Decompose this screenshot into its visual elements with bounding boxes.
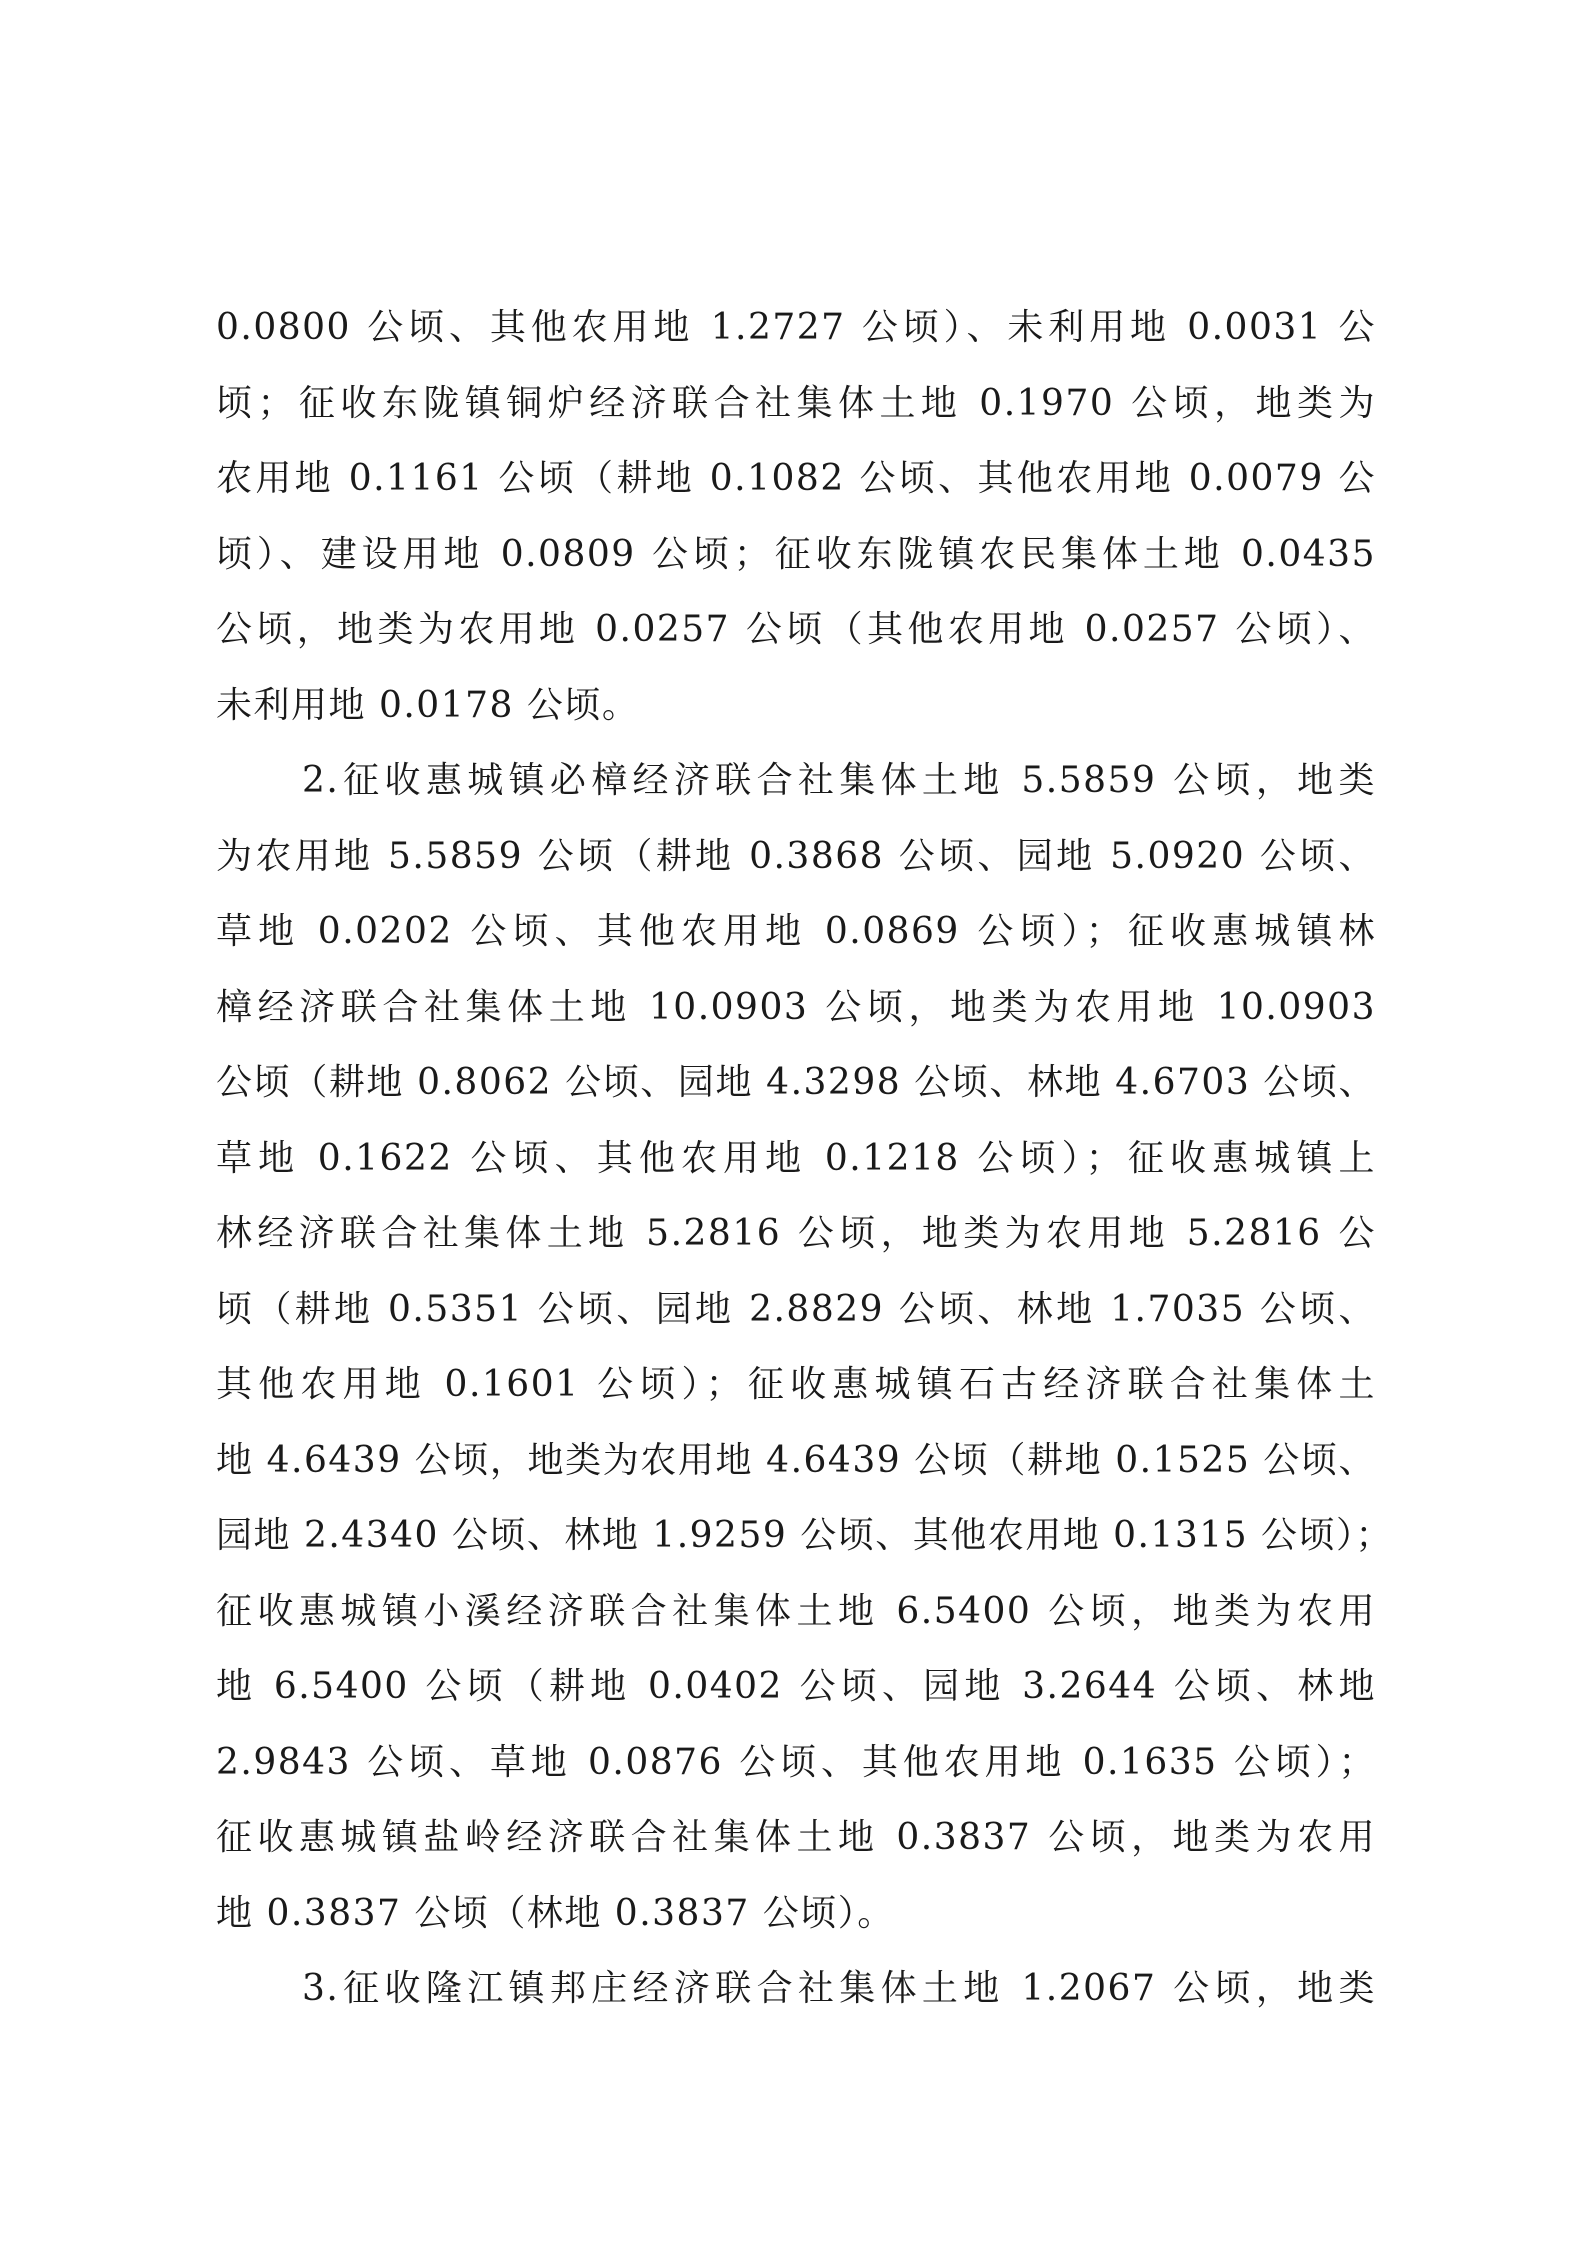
text-line: 草地 0.0202 公顷、其他农用地 0.0869 公顷）；征收惠城镇林: [216, 911, 1376, 952]
text-line: 地 6.5400 公顷（耕地 0.0402 公顷、园地 3.2644 公顷、林地: [216, 1666, 1376, 1707]
text-line: 顷）、建设用地 0.0809 公顷；征收东陇镇农民集体土地 0.0435: [216, 533, 1376, 575]
text-line: 樟经济联合社集体土地 10.0903 公顷，地类为农用地 10.0903: [216, 986, 1376, 1028]
text-line: 征收惠城镇盐岭经济联合社集体土地 0.3837 公顷，地类为农用: [216, 1817, 1376, 1858]
text-line: 征收惠城镇小溪经济联合社集体土地 6.5400 公顷，地类为农用: [216, 1590, 1376, 1632]
text-line: 农用地 0.1161 公顷（耕地 0.1082 公顷、其他农用地 0.0079 公: [216, 458, 1376, 499]
body-text: [216, 290, 1394, 2027]
text-line: 未利用地 0.0178 公顷。: [216, 684, 640, 726]
paragraph-2-start: 2.征收惠城镇必樟经济联合社集体土地 5.5859 公顷，地类: [302, 760, 1376, 801]
text-line: 草地 0.1622 公顷、其他农用地 0.1218 公顷）；征收惠城镇上: [216, 1137, 1376, 1179]
text-line: 2.9843 公顷、草地 0.0876 公顷、其他农用地 0.1635 公顷）；: [216, 1741, 1376, 1783]
text-line: 0.0800 公顷、其他农用地 1.2727 公顷）、未利用地 0.0031 公: [216, 307, 1376, 348]
text-line: 公顷，地类为农用地 0.0257 公顷（其他农用地 0.0257 公顷）、: [216, 609, 1376, 650]
text-line: 林经济联合社集体土地 5.2816 公顷，地类为农用地 5.2816 公: [216, 1213, 1376, 1254]
text-line: 园地 2.4340 公顷、林地 1.9259 公顷、其他农用地 0.1315 公顷）；: [216, 1515, 1394, 1556]
text-line: 公顷（耕地 0.8062 公顷、园地 4.3298 公顷、林地 4.6703 公顷、: [216, 1062, 1376, 1103]
text-line: 顷（耕地 0.5351 公顷、园地 2.8829 公顷、林地 1.7035 公顷、: [216, 1288, 1376, 1330]
paragraph-3-start: 3.征收隆江镇邦庄经济联合社集体土地 1.2067 公顷，地类: [302, 1968, 1376, 2009]
text-line: 顷；征收东陇镇铜炉经济联合社集体土地 0.1970 公顷，地类为: [216, 382, 1376, 424]
text-line: 地 0.3837 公顷（林地 0.3837 公顷）。: [216, 1892, 895, 1934]
text-line: 地 4.6439 公顷，地类为农用地 4.6439 公顷（耕地 0.1525 公顷、: [216, 1439, 1376, 1481]
text-line: 其他农用地 0.1601 公顷）；征收惠城镇石古经济联合社集体土: [216, 1364, 1376, 1405]
text-line: 为农用地 5.5859 公顷（耕地 0.3868 公顷、园地 5.0920 公顷、: [216, 835, 1376, 877]
